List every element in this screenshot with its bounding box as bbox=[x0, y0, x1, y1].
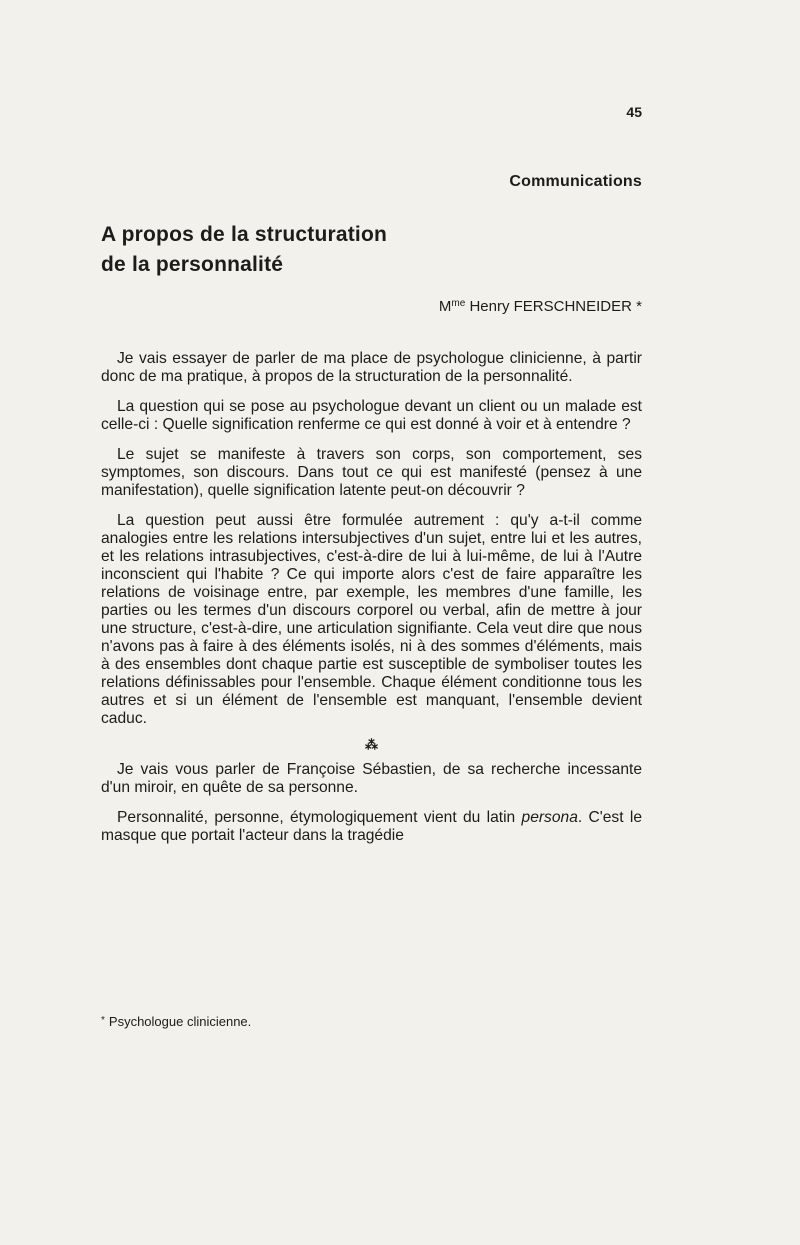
paragraph-last bbox=[101, 809, 642, 845]
paragraph: Le sujet se manifeste à travers son corps, son comportement, ses symptomes, son discours. Dans tout ce qui est manifesté (pensez à une manifestation), quelle signification latente peut-on découvrir ? bbox=[101, 446, 642, 499]
page-number: 45 bbox=[626, 104, 642, 120]
paragraph: La question qui se pose au psychologue devant un client ou un malade est celle-ci : Quelle signification renferme ce qui est donné à voir et à entendre ? bbox=[101, 398, 642, 433]
article-body bbox=[101, 350, 642, 845]
author-prefix: M bbox=[438, 298, 452, 315]
author-byline bbox=[360, 298, 642, 315]
author-footnote-mark: * bbox=[636, 298, 642, 315]
paragraph: Je vais vous parler de Françoise Sébastien, de sa recherche incessante d'un miroir, en quête de sa personne. bbox=[101, 761, 642, 796]
title-line-2: de la personnalité bbox=[101, 253, 284, 276]
author-prefix-sup: me bbox=[451, 298, 466, 309]
latin-word: persona bbox=[521, 809, 578, 826]
title-line-1: A propos de la structuration bbox=[101, 223, 388, 246]
paragraph: Je vais essayer de parler de ma place de psychologue clinicienne, à partir donc de ma pratique, à propos de la structuration de la personnalité. bbox=[101, 350, 642, 385]
section-heading: Communications bbox=[509, 173, 642, 190]
section-separator: ⁂ bbox=[365, 737, 378, 752]
footnote-text: Psychologue clinicienne. bbox=[108, 1014, 252, 1029]
paragraph: La question peut aussi être formulée autrement : qu'y a-t-il comme analogies entre les relations intersubjectives d'un sujet, entre lui et les autres, et les relations intrasubjectives, c'est-à-dire de lui à lui-même, de lui à l'Autre inconscient qui l'habite ? Ce qui importe alors c'est de faire apparaître les relations de voisinage entre, par exemple, les membres d'une famille, les parties ou les termes d'un discours corporel ou verbal, afin de mettre à jour une structure, c'est-à-dire, une articulation signifiante. Cela veut dire que nous n'avons pas à faire à des éléments isolés, ni à des sommes d'éléments, mais à des ensembles dont chaque partie est susceptible de symboliser toutes les relations définissables pour l'ensemble. Chaque élément conditionne tous les autres et si un élément de l'ensemble est manquant, l'ensemble devient caduc. bbox=[101, 512, 642, 727]
paragraph-text: . C'est le masque que portait l'acteur dans la tragédie bbox=[101, 809, 642, 844]
footnote bbox=[101, 1014, 501, 1029]
article-title bbox=[101, 220, 551, 280]
paragraph-text: Personnalité, personne, étymologiquement vient du latin bbox=[117, 809, 522, 826]
footnote-mark: * bbox=[101, 1015, 105, 1026]
author-name: Henry FERSCHNEIDER bbox=[469, 298, 632, 315]
